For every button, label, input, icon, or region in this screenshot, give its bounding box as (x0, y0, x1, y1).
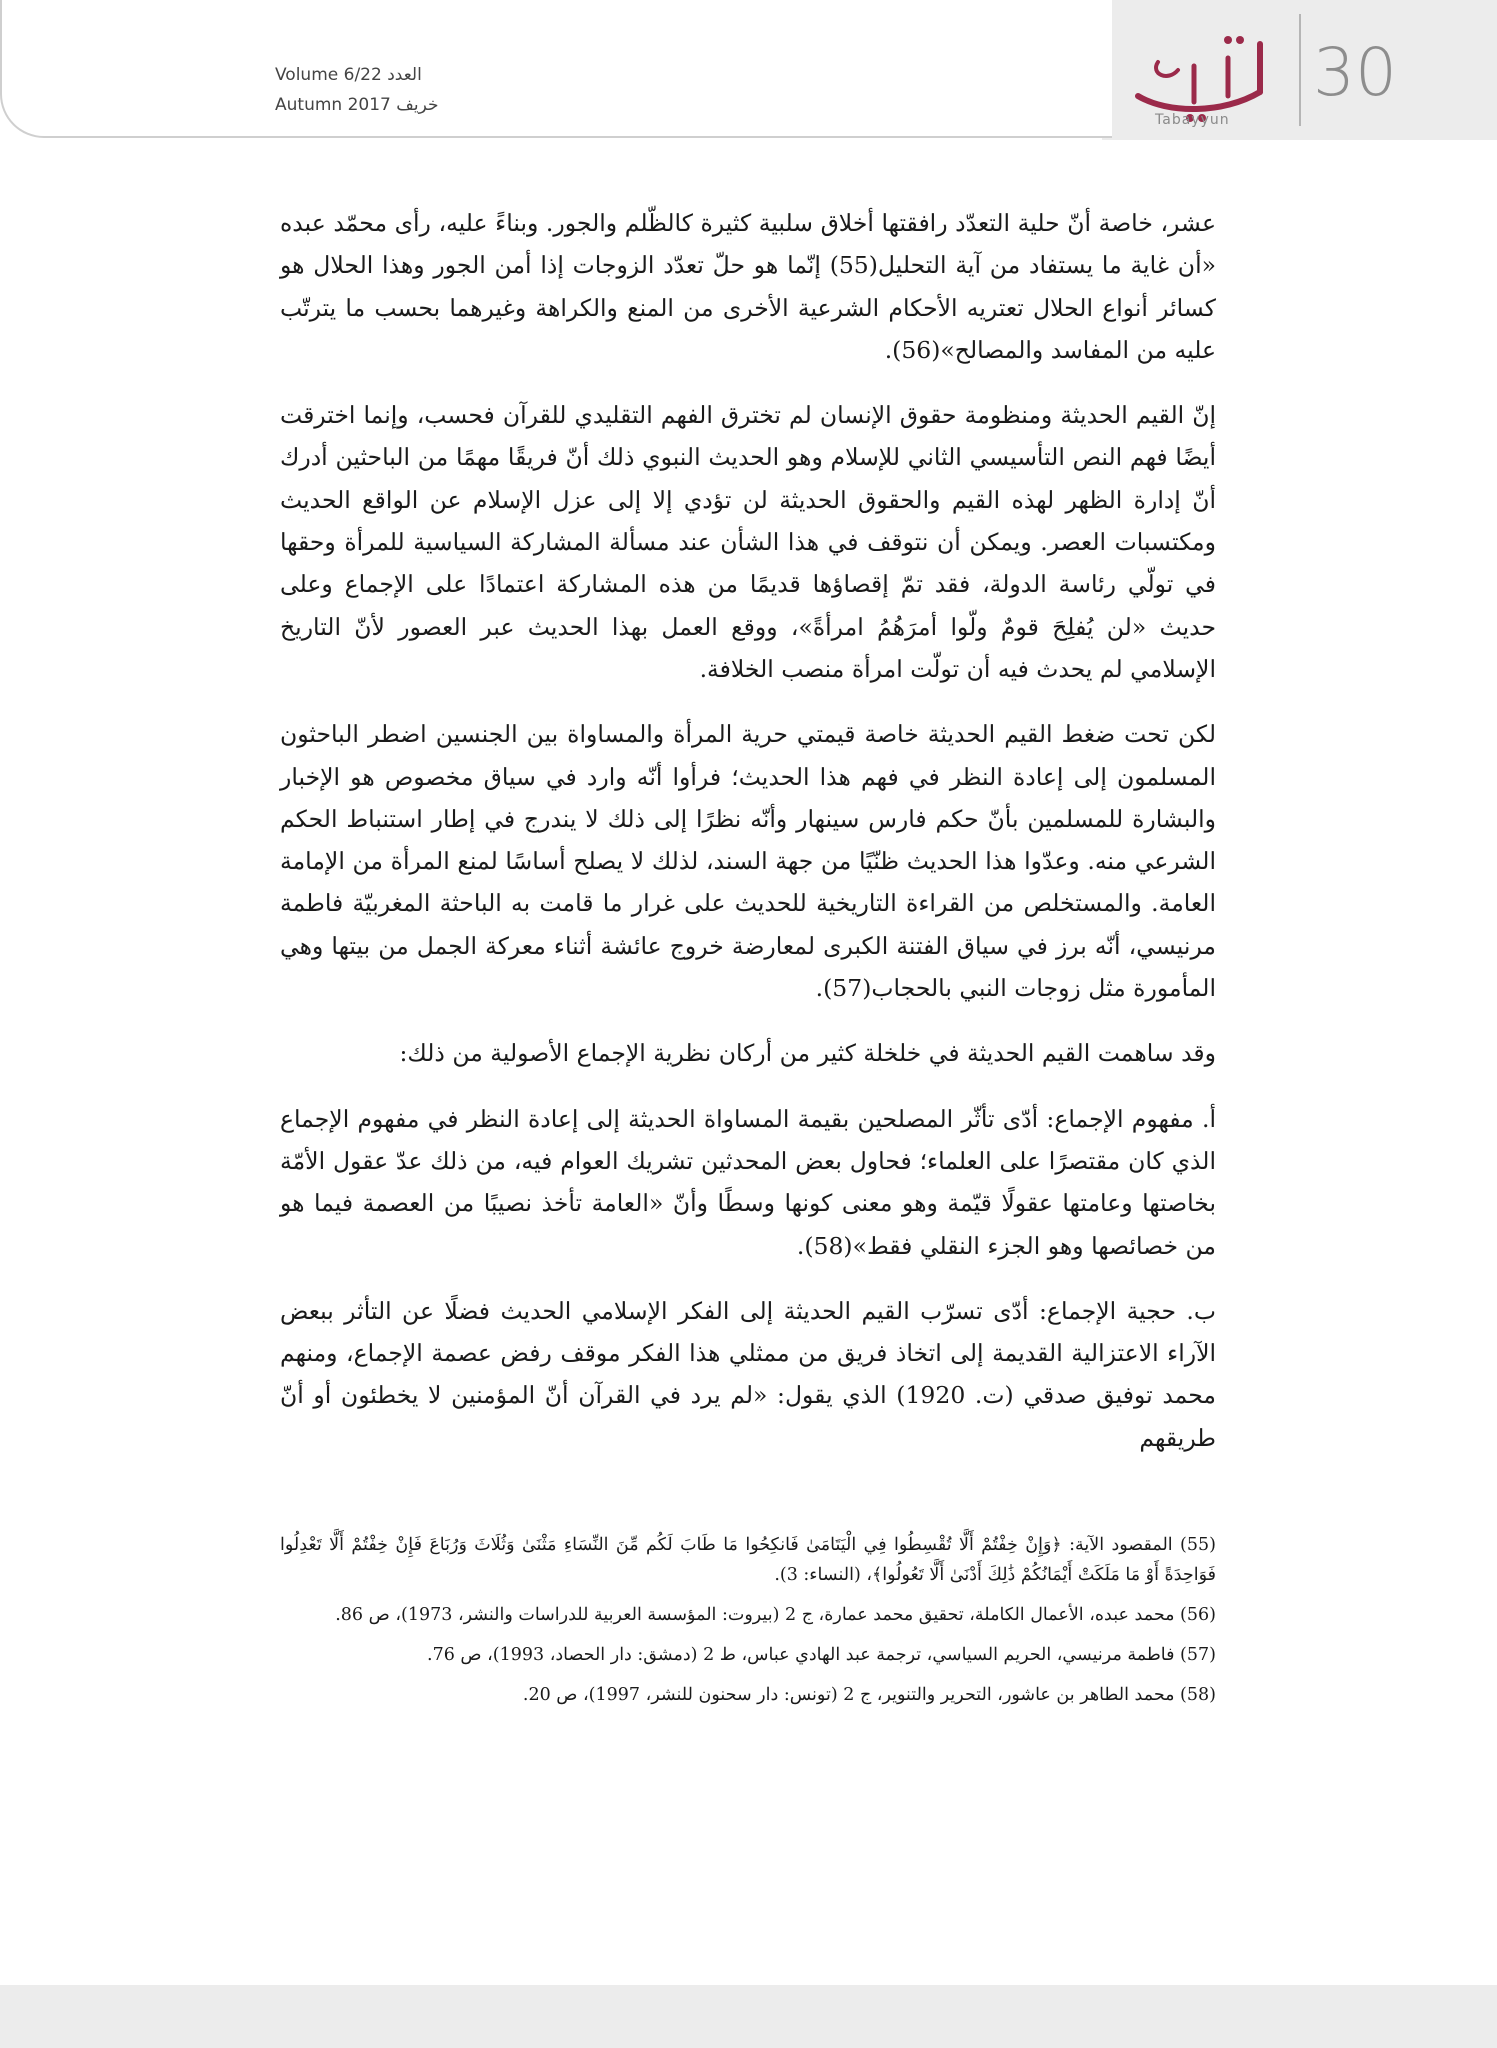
paragraph: ب. حجية الإجماع: أدّى تسرّب القيم الحديثة إلى الفكر الإسلامي الحديث فضلًا عن التأثر ببعض الآراء الاعتزالية القديمة إلى اتخاذ فريق من ممثلي هذا الفكر موقف رفض عصمة الإجماع، ومنهم محمد توفيق صدقي (ت. 1920) الذي يقول: «لم يرد في القرآن أنّ المؤمنين لا يخطئون أو أنّ طريقهم (280, 1296, 1216, 1452)
logo-latin-text: Tabayyun (1155, 112, 1230, 128)
page-number: 30 (1313, 34, 1397, 111)
page-header (0, 0, 1497, 140)
footnotes (280, 1530, 1216, 1720)
paragraph: عشر، خاصة أنّ حلية التعدّد رافقتها أخلاق سلبية كثيرة كالظّلم والجور. وبناءً عليه، رأى محمّد عبده «أن غاية ما يستفاد من آية التحليل(55) إنّما هو حلّ تعدّد الزوجات إذا أمن الجور وهذا الحلال هو كسائر أنواع الحلال تعتريه الأحكام الشرعية الأخرى من المنع والكراهة وغيرهما بحسب ما يترتّب عليه من المفاسد والمصالح»(56). (280, 209, 1216, 364)
article-body (280, 202, 1216, 1482)
header-rounded-frame (0, 0, 1112, 138)
footnote: (56) محمد عبده، الأعمال الكاملة، تحقيق محمد عمارة، ج 2 (بيروت: المؤسسة العربية للدراسات والنشر، 1973)، ص 86. (335, 1605, 1216, 1625)
paragraph: أ. مفهوم الإجماع: أدّى تأثّر المصلحين بقيمة المساواة الحديثة إلى إعادة النظر في مفهوم الإجماع الذي كان مقتصرًا على العلماء؛ فحاول بعض المحدثين تشريك العوام فيه، من ذلك عدّ عقول الأمّة بخاصتها وعامتها عقولًا قيّمة وهو معنى كونها وسطًا وأنّ «العامة تأخذ نصيبًا من العصمة فيما هو من خصائصها وهو الجزء النقلي فقط»(58). (280, 1104, 1216, 1260)
paragraph: لكن تحت ضغط القيم الحديثة خاصة قيمتي حرية المرأة والمساواة بين الجنسين اضطر الباحثون المسلمون إلى إعادة النظر في فهم هذا الحديث؛ فرأوا أنّه وارد في سياق مخصوص هو الإخبار والبشارة للمسلمين بأنّ حكم فارس سينهار وأنّه نظرًا إلى ذلك لا يندرج في إطار استنباط الحكم الشرعي منه. وعدّوا هذا الحديث ظنّيًا من جهة السند، لذلك لا يصلح أساسًا لمنع المرأة من الإمامة العامة. والمستخلص من القراءة التاريخية للحديث على غرار ما قامت به الباحثة المغربيّة فاطمة مرنيسي، أنّه برز في سياق الفتنة الكبرى لمعارضة خروج عائشة أثناء معركة الجمل من بيتها وهي المأمورة مثل زوجات النبي بالحجاب(57). (280, 720, 1216, 1003)
footnote: (55) المقصود الآية: ﴿وَإِنْ خِفْتُمْ أَلَّا تُقْسِطُوا فِي الْيَتَامَىٰ فَانكِحُوا مَا طَابَ لَكُم مِّنَ النِّسَاءِ مَثْنَىٰ وَثُلَاثَ وَرُبَاعَ فَإِنْ خِفْتُمْ أَلَّا تَعْدِلُوا فَوَاحِدَةً أَوْ مَا مَلَكَتْ أَيْمَانُكُمْ ذَٰلِكَ أَدْنَىٰ أَلَّا تَعُولُوا﴾، (النساء: 3). (280, 1535, 1216, 1585)
issue-info (275, 60, 438, 120)
paragraph: إنّ القيم الحديثة ومنظومة حقوق الإنسان لم تخترق الفهم التقليدي للقرآن فحسب، وإنما اخترقت أيضًا فهم النص التأسيسي الثاني للإسلام وهو الحديث النبوي ذلك أنّ فريقًا مهمًا من الباحثين أدرك أنّ إدارة الظهر لهذه القيم والحقوق الحديثة لن تؤدي إلا إلى عزل الإسلام عن الواقع الحديث ومكتسبات العصر. ويمكن أن نتوقف في هذا الشأن عند مسألة المشاركة السياسية للمرأة وحقها في تولّي رئاسة الدولة، فقد تمّ إقصاؤها قديمًا من هذه المشاركة اعتمادًا على الإجماع وعلى حديث «لن يُفلِحَ قومٌ ولّوا أمرَهُمُ امرأةً»، ووقع العمل بهذا الحديث عبر العصور لأنّ التاريخ الإسلامي لم يحدث فيه أن تولّت امرأة منصب الخلافة. (280, 401, 1216, 683)
footnote: (58) محمد الطاهر بن عاشور، التحرير والتنوير، ج 2 (تونس: دار سحنون للنشر، 1997)، ص 20. (522, 1685, 1216, 1705)
footnote: (57) فاطمة مرنيسي، الحريم السياسي، ترجمة عبد الهادي عباس، ط 2 (دمشق: دار الحصاد، 1993)، ص 76. (427, 1645, 1216, 1665)
page-footer-bar (0, 1985, 1497, 2048)
volume-line: Volume 6/22 العدد (275, 65, 422, 85)
season-line: Autumn 2017 خريف (275, 95, 439, 115)
paragraph: وقد ساهمت القيم الحديثة في خلخلة كثير من أركان نظرية الإجماع الأصولية من ذلك: (399, 1039, 1216, 1068)
page-number-divider (1299, 14, 1301, 126)
